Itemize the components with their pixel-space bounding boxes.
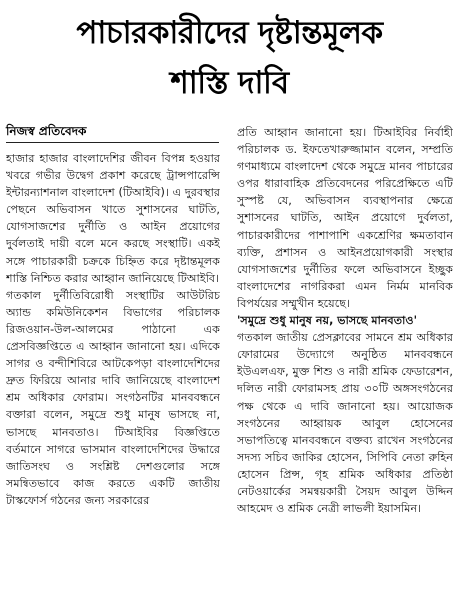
right-paragraph-2: গতকাল জাতীয় প্রেসক্লাবের সামনে শ্রম অধিকার ফোরামের উদ্যোগে অনুষ্ঠিত মানববন্ধনে ইউএলএফ, মুক্ত শিশু ও নারী শ্রমিক ফেডারেশন, দলিত নারী ফোরামসহ প্রায় ৩০টি অঙ্গসংগঠনের পক্ষ থেকে এ দাবি জানানো হয়। আয়োজক সংগঠনের আহ্বায়ক আবুল হোসেনের সভাপতিত্বে মানববন্ধনে বক্তব্য রাখেন সংগঠনের সদস্য সচিব জাকির হোসেন, সিপিবি নেতা রুহিন হোসেন প্রিন্স, গৃহ শ্রমিক অধিকার প্রতিষ্ঠা নেটওয়ার্কের সমন্বয়কারী সৈয়দ আবুল উদ্দিন আহমেদ ও শ্রমিক নেত্রী লাভলী ইয়াসমিন। <box>237 331 453 516</box>
right-column <box>237 124 453 608</box>
headline-line-2: শাস্তি দাবি <box>170 65 289 101</box>
byline-divider <box>6 142 219 143</box>
left-paragraph-2: গতকাল দুর্নীতিবিরোধী সংস্থাটির আউটরিচ অ্যান্ড কমিউনিকেশন বিভাগের পরিচালক রিজওয়ান-উল-আলমের পাঠানো এক প্রেসবিজ্ঞপ্তিতে এ আহ্বান জানানো হয়। এদিকে সাগর ও বন্দীশিবিরে আটকেপড়া বাংলাদেশিদের দ্রুত ফিরিয়ে আনার দাবি জানিয়েছে বাংলাদেশ শ্রম অধিকার ফোরাম। সংগঠনটির মানববন্ধনে বক্তারা বলেন, সমুদ্রে শুধু মানুষ ভাসছে না, ভাসছে মানবতাও। টিআইবির বিজ্ঞপ্তিতে বর্তমানে সাগরে ভাসমান বাংলাদেশিদের উদ্ধারে জাতিসংঘ ও সংশ্লিষ্ট দেশগুলোর সঙ্গে সমন্বিতভাবে কাজ করতে একটি জাতীয় টাস্কফোর্স গঠনের জন্য সরকারের <box>6 288 220 507</box>
headline-line-1: পাচারকারীদের দৃষ্টান্তমূলক <box>76 15 383 51</box>
byline: নিজস্ব প্রতিবেদক <box>6 124 87 138</box>
headline <box>0 8 459 108</box>
left-paragraph-1: হাজার হাজার বাংলাদেশির জীবন বিপন্ন হওয়ার খবরে গভীর উদ্বেগ প্রকাশ করেছে ট্রান্সপারেন্সি ইন্টারন্যাশনাল বাংলাদেশ (টিআইবি)। এ দুরবস্থার পেছনে অভিবাসন খাতে সুশাসনের ঘাটতি, যোগসাজশের দুর্নীতি ও আইন প্রয়োগের দুর্বলতাই দায়ী বলে মনে করছে সংস্থাটি। একই সঙ্গে পাচারকারী চক্রকে চিহ্নিত করে দৃষ্টান্তমূলক শাস্তি নিশ্চিত করার আহ্বান জানিয়েছে টিআইবি। <box>6 152 220 285</box>
right-paragraph-1: প্রতি আহ্বান জানানো হয়। টিআইবির নির্বাহী পরিচালক ড. ইফতেখারুজ্জামান বলেন, সম্প্রতি গণমাধ্যমে বাংলাদেশ থেকে সমুদ্রে মানব পাচারের ওপর ধারাবাহিক প্রতিবেদনের পরিপ্রেক্ষিতে এটি সুস্পষ্ট যে, অভিবাসন ব্যবস্থাপনার ক্ষেত্রে সুশাসনের ঘাটতি, আইন প্রয়োগে দুর্বলতা, পাচারকারীদের পাশাপাশি একশ্রেণির ক্ষমতাবান ব্যক্তি, প্রশাসন ও আইনপ্রয়োগকারী সংস্থার যোগসাজশের দুর্নীতির ফলে অভিবাসনে ইচ্ছুক বাংলাদেশের নাগরিকরা এমন নির্মম মানবিক বিপর্যয়ের সম্মুখীন হয়েছে। <box>237 126 453 310</box>
left-column <box>6 150 220 608</box>
section-subhead: 'সমুদ্রে শুধু মানুষ নয়, ভাসছে মানবতাও' <box>237 314 418 328</box>
